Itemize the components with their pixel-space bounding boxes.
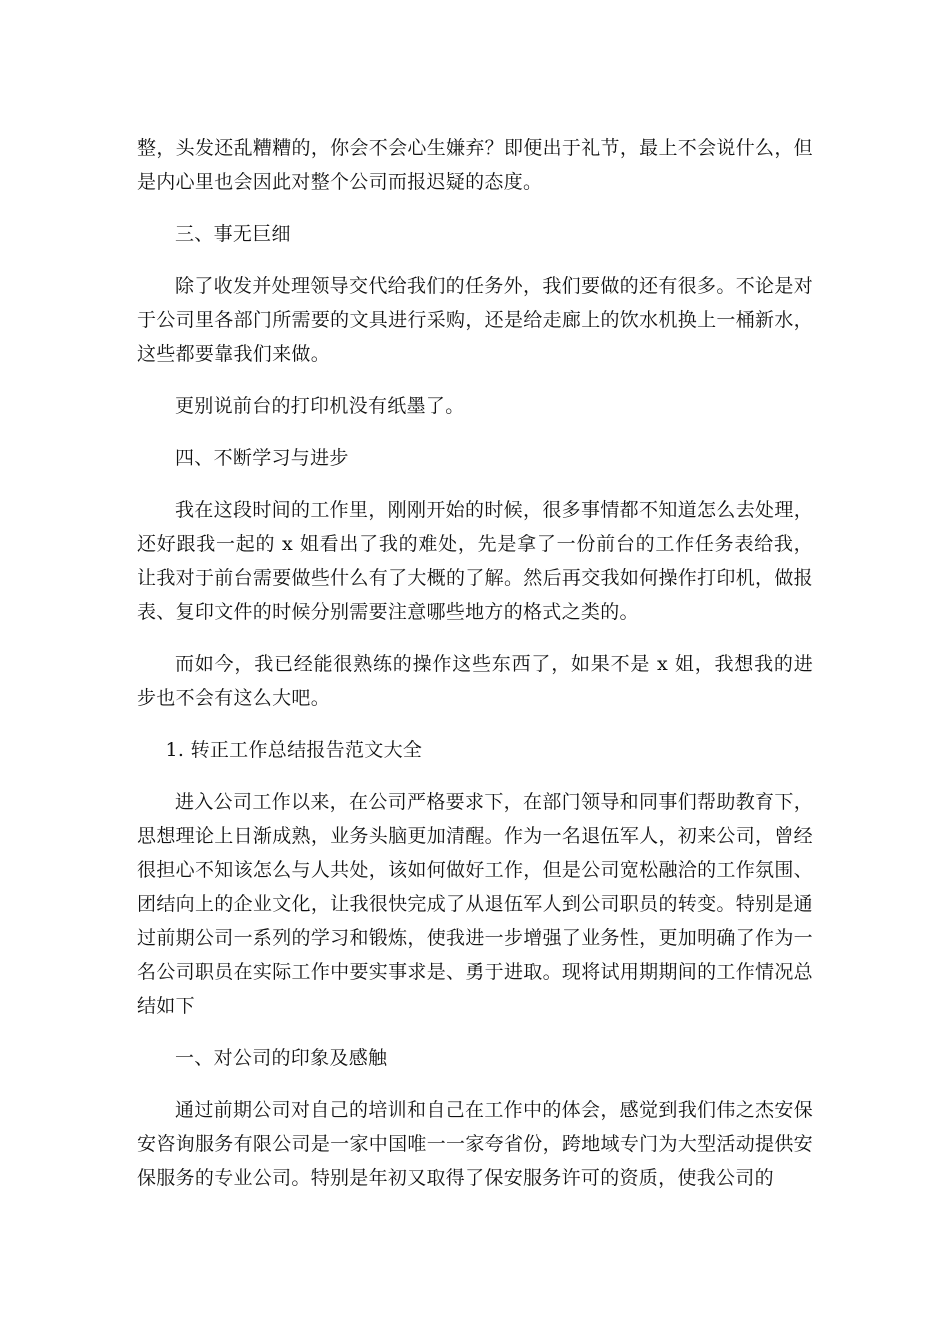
paragraph-progress: 而如今，我已经能很熟练的操作这些东西了，如果不是 x 姐，我想我的进步也不会有这么大吧。 [137, 653, 813, 709]
paragraph-printer: 更别说前台的打印机没有纸墨了。 [175, 395, 465, 417]
numbered-title: 1. 转正工作总结报告范文大全 [165, 739, 423, 761]
section-heading-1: 一、对公司的印象及感触 [175, 1047, 388, 1069]
section-heading-4: 四、不断学习与进步 [175, 447, 349, 469]
paragraph-intro: 进入公司工作以来，在公司严格要求下，在部门领导和同事们帮助教育下，思想理论上日渐成熟，业务头脑更加清醒。作为一名退伍军人，初来公司，曾经很担心不知该怎么与人共处，该如何做好工作，但是公司宽松融洽的工作氛围、团结向上的企业文化，让我很快完成了从退伍军人到公司职员的转变。特别是通过前期公司一系列的学习和锻炼，使我进一步增强了业务性，更加明确了作为一名公司职员在实际工作中要实事求是、勇于进取。现将试用期期间的工作情况总结如下 [137, 791, 813, 1017]
paragraph-tasks: 除了收发并处理领导交代给我们的任务外，我们要做的还有很多。不论是对于公司里各部门所需要的文具进行采购，还是给走廊上的饮水机换上一桶新水，这些都要靠我们来做。 [137, 275, 813, 365]
paragraph-impression: 通过前期公司对自己的培训和自己在工作中的体会，感觉到我们伟之杰安保安咨询服务有限公司是一家中国唯一一家夸省份，跨地域专门为大型活动提供安保服务的专业公司。特别是年初又取得了保安服务许可的资质，使我公司的 [137, 1099, 813, 1189]
paragraph-continuation: 整，头发还乱糟糟的，你会不会心生嫌弃？即便出于礼节，最上不会说什么，但是内心里也会因此对整个公司而报迟疑的态度。 [137, 137, 813, 193]
document-body [137, 131, 813, 1213]
section-heading-3: 三、事无巨细 [175, 223, 291, 245]
paragraph-learning: 我在这段时间的工作里，刚刚开始的时候，很多事情都不知道怎么去处理，还好跟我一起的 x 姐看出了我的难处，先是拿了一份前台的工作任务表给我，让我对于前台需要做些什么有了大概的了解。然后再交我如何操作打印机，做报表、复印文件的时候分别需要注意哪些地方的格式之类的。 [137, 499, 813, 623]
